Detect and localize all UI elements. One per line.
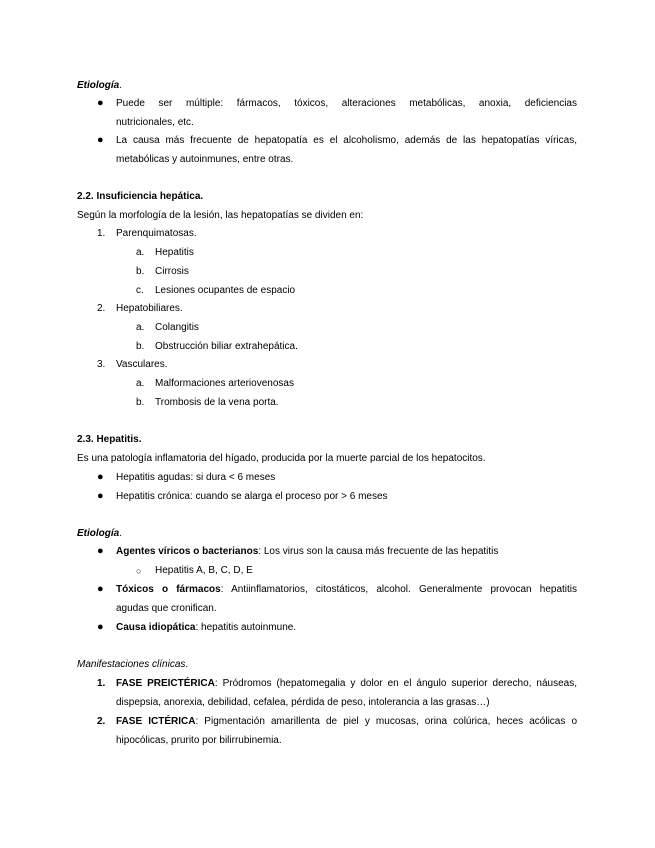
circle-bullet-icon: ○ <box>136 566 142 576</box>
list-item: Hepatitis crónica: cuando se alarga el proceso por > 6 meses <box>116 491 388 502</box>
list-item <box>116 621 296 635</box>
bullet-icon: ● <box>97 490 104 502</box>
list-item-term: FASE PREICTÉRICA <box>116 678 215 689</box>
list-letter: b. <box>136 341 145 352</box>
list-letter: b. <box>136 266 145 277</box>
section-intro: Según la morfología de la lesión, las hepatopatías se dividen en: <box>77 210 364 221</box>
etiologia-heading-1 <box>77 79 122 93</box>
list-number: 3. <box>97 359 106 370</box>
bullet-icon: ● <box>97 97 104 109</box>
list-number: 1. <box>97 228 106 239</box>
list-item-term: Agentes víricos o bacterianos <box>116 546 259 557</box>
list-subitem: Hepatitis A, B, C, D, E <box>155 565 253 576</box>
list-item-term: Tóxicos o fármacos <box>116 584 221 595</box>
list-item-text: : hepatitis autoinmune. <box>195 622 297 633</box>
list-letter: b. <box>136 397 145 408</box>
list-item: Hepatobiliares. <box>116 303 183 314</box>
list-item: Hepatitis agudas: si dura < 6 meses <box>116 472 276 483</box>
section-intro: Es una patología inflamatoria del hígado, producida por la muerte parcial de los hepatocitos. <box>77 453 486 464</box>
list-number: 2. <box>97 716 106 727</box>
manifestaciones-heading-text: Manifestaciones clínicas <box>77 659 186 670</box>
etiologia-heading-period: . <box>119 528 123 539</box>
etiologia-heading-text: Etiología <box>77 80 120 91</box>
list-item <box>116 583 577 597</box>
list-subitem: Lesiones ocupantes de espacio <box>155 285 296 296</box>
list-item-text: : Pródromos (hepatomegalia y dolor en el ángulo superior derecho, náuseas, <box>214 678 577 689</box>
list-item-text: : Los virus son la causa más frecuente de las hepatitis <box>258 546 499 557</box>
list-item: La causa más frecuente de hepatopatía es el alcoholismo, además de las hepatopatías víricas, <box>116 135 577 146</box>
list-subitem: Cirrosis <box>155 266 189 277</box>
list-item <box>116 545 498 559</box>
list-letter: a. <box>136 378 145 389</box>
list-item-continuation: agudas que cronifican. <box>116 603 217 614</box>
list-letter: a. <box>136 322 145 333</box>
etiologia-heading-text: Etiología <box>77 528 120 539</box>
manifestaciones-heading <box>77 658 188 672</box>
list-item-continuation: hipocólicas, prurito por bilirrubinemia. <box>116 735 282 746</box>
list-item-continuation: dispepsia, anorexia, debilidad, cefalea, pérdida de peso, intolerancia a las grasas…) <box>116 697 490 708</box>
list-item-term: Causa idiopática <box>116 622 196 633</box>
list-item-continuation: nutricionales, etc. <box>116 117 194 128</box>
etiologia-heading-2 <box>77 527 122 541</box>
list-subitem: Malformaciones arteriovenosas <box>155 378 294 389</box>
bullet-icon: ● <box>97 545 104 557</box>
list-number: 2. <box>97 303 106 314</box>
list-item: Puede ser múltiple: fármacos, tóxicos, alteraciones metabólicas, anoxia, deficiencias <box>116 98 577 109</box>
list-item-term: FASE ICTÉRICA <box>116 716 196 727</box>
list-subitem: Hepatitis <box>155 247 194 258</box>
list-item-text: : Pigmentación amarillenta de piel y mucosas, orina colúrica, heces acólicas o <box>195 716 578 727</box>
etiologia-heading-period: . <box>119 80 123 91</box>
list-subitem: Trombosis de la vena porta. <box>155 397 279 408</box>
list-item: Vasculares. <box>116 359 168 370</box>
list-letter: c. <box>136 285 144 296</box>
bullet-icon: ● <box>97 471 104 483</box>
manifestaciones-heading-period: . <box>185 659 189 670</box>
list-subitem: Obstrucción biliar extrahepática. <box>155 341 298 352</box>
list-letter: a. <box>136 247 145 258</box>
section-title: 2.3. Hepatitis. <box>77 434 142 445</box>
list-item-continuation: metabólicas y autoinmunes, entre otras. <box>116 154 294 165</box>
list-subitem: Colangitis <box>155 322 199 333</box>
list-number: 1. <box>97 678 106 689</box>
section-title: 2.2. Insuficiencia hepática. <box>77 191 204 202</box>
list-item <box>116 677 577 691</box>
list-item <box>116 715 577 729</box>
list-item: Parenquimatosas. <box>116 228 197 239</box>
list-item-text: : Antiinflamatorios, citostáticos, alcohol. Generalmente provocan hepatitis <box>220 584 578 595</box>
bullet-icon: ● <box>97 583 104 595</box>
bullet-icon: ● <box>97 134 104 146</box>
bullet-icon: ● <box>97 621 104 633</box>
